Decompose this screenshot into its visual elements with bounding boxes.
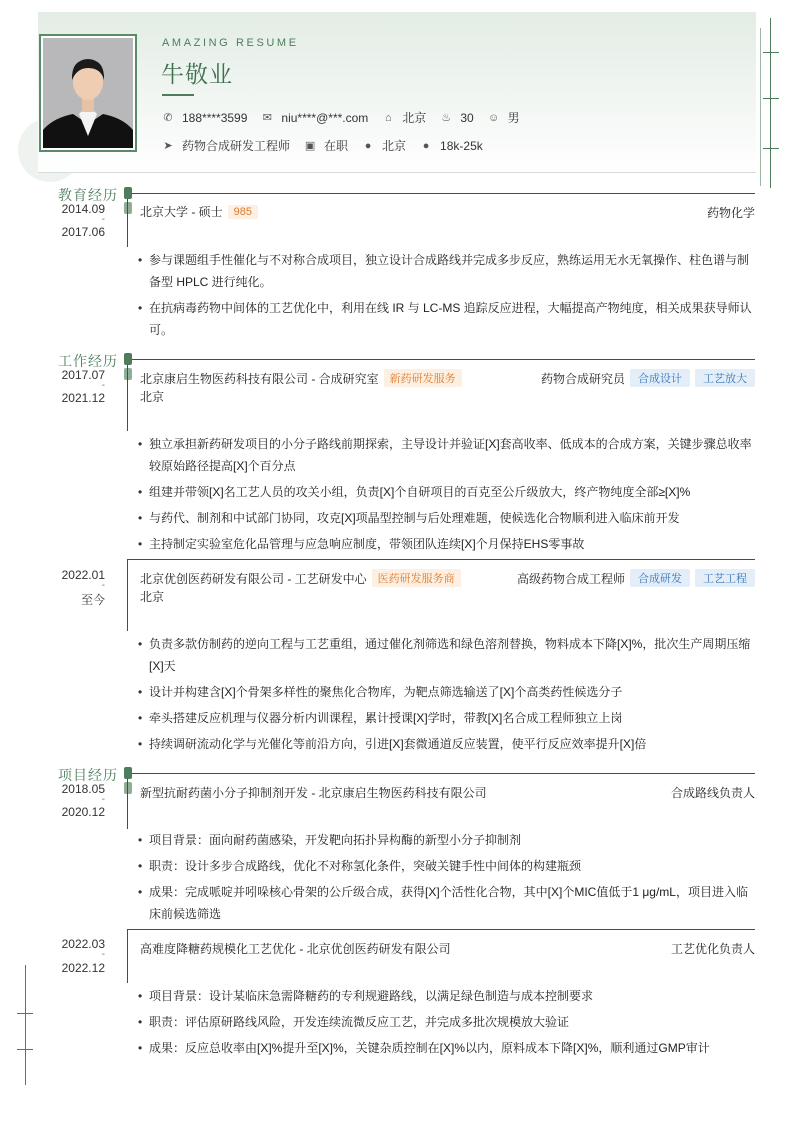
work2-company (140, 569, 461, 587)
list-item: • 主持制定实验室危化品管理与应急响应制度，带领团队连续[X]个月保持EHS零事故 (138, 533, 752, 555)
list-item: • 在抗病毒药物中间体的工艺优化中，利用在线 IR 与 LC-MS 追踪反应进程，大幅提高产物纯度，相关成果获导师认可。 (138, 297, 752, 341)
decorative-tick (17, 1013, 33, 1014)
work-section-title: 工作经历 (58, 353, 118, 369)
decorative-tick (763, 148, 779, 149)
job-intent-row (162, 137, 497, 154)
proj2-start-date: 2022.03 (61, 937, 105, 951)
work1-company-text: 北京康启生物医药科技有限公司 - 合成研究室 (140, 371, 379, 386)
work2-role-text: 高级药物合成工程师 (516, 571, 625, 586)
timeline-line (127, 365, 128, 431)
phone-icon: ✆ (163, 111, 173, 124)
decorative-tick (763, 52, 779, 53)
list-item: • 成果：完成哌啶并吲哚核心骨架的公斤级合成，获得[X]个活性化合物，其中[X]个MIC值低于1 μg/mL，项目进入临床前候选筛选 (138, 881, 752, 925)
proj2-end-date: 2022.12 (61, 961, 105, 975)
salary-icon: ● (422, 139, 430, 152)
email-text: niu****@***.com (281, 110, 369, 125)
job-status-text: 在职 (324, 139, 349, 153)
mail-icon: ✉ (262, 111, 273, 124)
timeline-line (127, 779, 128, 829)
work2-city: 北京 (140, 590, 165, 604)
age-text: 30 (460, 110, 474, 125)
proj1-name: 新型抗耐药菌小分子抑制剂开发 - 北京康启生物医药科技有限公司 (140, 786, 487, 800)
date-separator: - (101, 380, 105, 391)
decorative-line (760, 28, 761, 186)
entry-divider (127, 559, 755, 560)
education-section-title: 教育经历 (58, 187, 118, 203)
work2-company-text: 北京优创医药研发有限公司 - 工艺研发中心 (140, 571, 367, 586)
section-marker (124, 767, 132, 779)
list-item: • 项目背景：设计某临床急需降糖药的专利规避路线，以满足绿色制造与成本控制要求 (138, 985, 752, 1007)
proj1-role: 合成路线负责人 (670, 786, 755, 800)
section-divider (128, 359, 755, 360)
hometown-item (382, 109, 426, 126)
list-item: • 持续调研流动化学与光催化等前沿方向，引进[X]套微通道反应装置，使平行反应效率提升[X]倍 (138, 733, 752, 755)
timeline-line (127, 559, 128, 631)
proj2-name: 高难度降糖药规模化工艺优化 - 北京优创医药研发有限公司 (140, 942, 451, 956)
edu-tag-badge: 985 (228, 205, 258, 219)
date-separator: - (101, 794, 105, 805)
age-item (440, 111, 473, 125)
profile-photo (39, 34, 137, 152)
project-section-title: 项目经历 (58, 767, 118, 783)
edu-start-date: 2014.09 (61, 202, 105, 216)
entry-divider (127, 929, 755, 930)
work2-skill-tag: 合成研发 (630, 569, 690, 587)
target-position-item (162, 137, 290, 154)
target-city-text: 北京 (382, 139, 407, 153)
edu-school (140, 203, 258, 220)
work1-skill-tag: 合成设计 (630, 369, 690, 387)
resume-tagline: AMAZING RESUME (162, 37, 299, 49)
gender-icon: ☺ (488, 111, 500, 124)
date-separator: - (101, 949, 105, 960)
list-item: • 成果：反应总收率由[X]%提升至[X]%，关键杂质控制在[X]%以内，原料成本下降[X]%，顺利通过GMP审计 (138, 1037, 752, 1059)
header-divider (38, 172, 756, 173)
phone-text: 188****3599 (182, 110, 248, 125)
gender-text: 男 (507, 111, 520, 125)
home-icon: ⌂ (384, 111, 392, 124)
list-item: • 参与课题组手性催化与不对称合成项目，独立设计合成路线并完成多步反应，熟练运用无水无氧操作、柱色谱与制备型 HPLC 进行纯化。 (138, 249, 752, 293)
proj2-bullet-list (138, 985, 752, 1063)
edu-school-text: 北京大学 - 硕士 (140, 205, 223, 219)
list-item: • 职责：评估原研路线风险，开发连续流微反应工艺，并完成多批次规模放大验证 (138, 1011, 752, 1033)
decorative-tick (17, 1049, 33, 1050)
timeline-line (127, 199, 128, 247)
target-position-text: 药物合成研发工程师 (182, 139, 291, 153)
send-icon: ➤ (163, 139, 173, 152)
work1-company (140, 369, 462, 387)
entry-marker (124, 782, 132, 794)
date-separator: - (101, 214, 105, 225)
work2-end-date: 至今 (80, 593, 105, 607)
work1-city: 北京 (140, 390, 165, 404)
section-marker (124, 187, 132, 199)
proj1-end-date: 2020.12 (61, 805, 105, 819)
list-item: • 负责多款仿制药的逆向工程与工艺重组，通过催化剂筛选和绿色溶剂替换，物料成本下降[X]%，批次生产周期压缩[X]天 (138, 633, 752, 677)
work1-skill-tag: 工艺放大 (695, 369, 755, 387)
section-divider (128, 193, 755, 194)
work1-industry-badge: 新药研发服务 (384, 369, 462, 387)
list-item: • 独立承担新药研发项目的小分子路线前期探索，主导设计并验证[X]套高收率、低成本的合成方案，关键步骤总收率较原始路径提高[X]个百分点 (138, 433, 752, 477)
briefcase-icon: ▣ (304, 139, 316, 152)
edu-bullet-list (138, 249, 752, 345)
target-city-item (362, 137, 406, 154)
work1-start-date: 2017.07 (61, 368, 105, 382)
work1-end-date: 2021.12 (61, 391, 105, 405)
work2-role (517, 569, 755, 587)
section-divider (128, 773, 755, 774)
list-item: • 与药代、制剂和中试部门协同，攻克[X]项晶型控制与后处理难题，使候选化合物顺利进入临床前开发 (138, 507, 752, 529)
name-underline (162, 94, 194, 96)
work1-role (541, 369, 755, 387)
avatar (43, 38, 133, 148)
list-item: • 牵头搭建反应机理与仪器分析内训课程，累计授课[X]学时，带教[X]名合成工程师独立上岗 (138, 707, 752, 729)
list-item: • 设计并构建含[X]个骨架多样性的聚焦化合物库，为靶点筛选输送了[X]个高类药性候选分子 (138, 681, 752, 703)
edu-major: 药物化学 (706, 206, 755, 220)
gender-item (488, 109, 520, 126)
entry-marker (124, 202, 132, 214)
salary-item (420, 139, 483, 153)
proj1-bullet-list (138, 829, 752, 929)
proj2-role: 工艺优化负责人 (670, 942, 755, 956)
cake-icon: ♨ (441, 111, 452, 124)
work2-skill-tag: 工艺工程 (695, 569, 755, 587)
decorative-tick (763, 98, 779, 99)
work2-start-date: 2022.01 (61, 568, 105, 582)
list-item: • 职责：设计多步合成路线，优化不对称氢化条件，突破关键手性中间体的构建瓶颈 (138, 855, 752, 877)
decorative-line (770, 18, 771, 188)
salary-text: 18k-25k (440, 138, 483, 153)
phone-item (162, 111, 247, 125)
email-item (261, 111, 368, 125)
work1-bullet-list (138, 433, 752, 559)
decorative-line (25, 965, 26, 1085)
edu-end-date: 2017.06 (61, 225, 105, 239)
date-separator: - (101, 580, 105, 591)
hometown-text: 北京 (402, 111, 427, 125)
location-icon: ● (364, 139, 372, 152)
work2-industry-badge: 医药研发服务商 (372, 569, 461, 587)
proj1-start-date: 2018.05 (61, 782, 105, 796)
section-marker (124, 353, 132, 365)
entry-marker (124, 368, 132, 380)
timeline-line (127, 929, 128, 983)
job-status-item (304, 137, 348, 154)
list-item: • 组建并带领[X]名工艺人员的攻关小组，负责[X]个自研项目的百克至公斤级放大，终产物纯度全部≥[X]% (138, 481, 752, 503)
work1-role-text: 药物合成研究员 (540, 371, 625, 386)
contact-row (162, 109, 534, 126)
candidate-name: 牛敬业 (161, 61, 233, 87)
list-item: • 项目背景：面向耐药菌感染，开发靶向拓扑异构酶的新型小分子抑制剂 (138, 829, 752, 851)
work2-bullet-list (138, 633, 752, 759)
